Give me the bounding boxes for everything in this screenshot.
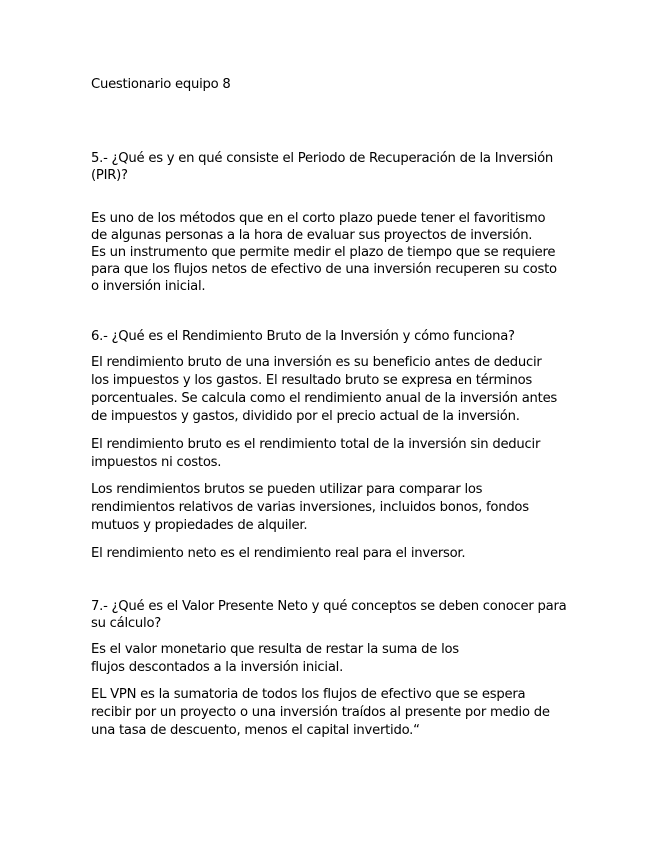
q6-p3-line-3: mutuos y propiedades de alquiler. xyxy=(91,518,308,533)
q7-question-line-2: su cálculo? xyxy=(91,616,162,631)
q7-p1-line-2: flujos descontados a la inversión inicial. xyxy=(91,660,344,675)
q5-answer-line-2: de algunas personas a la hora de evaluar sus proyectos de inversión. xyxy=(91,228,533,243)
q5-answer-line-4: para que los flujos netos de efectivo de una inversión recuperen su costo xyxy=(91,262,557,277)
q6-p2-line-1: El rendimiento bruto es el rendimiento total de la inversión sin deducir xyxy=(91,437,541,452)
q7-p2-line-1: EL VPN es la sumatoria de todos los flujos de efectivo que se espera xyxy=(91,687,526,702)
q6-question-line-1: 6.- ¿Qué es el Rendimiento Bruto de la Inversión y cómo funciona? xyxy=(91,329,515,344)
q5-answer-line-3: Es un instrumento que permite medir el plazo de tiempo que se requiere xyxy=(91,245,556,260)
q5-question-line-1: 5.- ¿Qué es y en qué consiste el Periodo de Recuperación de la Inversión xyxy=(91,151,554,166)
q7-p2-line-2: recibir por un proyecto o una inversión traídos al presente por medio de xyxy=(91,705,550,720)
document-title: Cuestionario equipo 8 xyxy=(91,77,231,92)
q6-p1-line-4: de impuestos y gastos, dividido por el precio actual de la inversión. xyxy=(91,409,520,424)
q7-p1-line-1: Es el valor monetario que resulta de restar la suma de los xyxy=(91,642,459,657)
q5-answer-line-1: Es uno de los métodos que en el corto plazo puede tener el favoritismo xyxy=(91,211,546,226)
q6-p1-line-3: porcentuales. Se calcula como el rendimiento anual de la inversión antes xyxy=(91,391,558,406)
q6-p2-line-2: impuestos ni costos. xyxy=(91,455,222,470)
q7-question-line-1: 7.- ¿Qué es el Valor Presente Neto y qué conceptos se deben conocer para xyxy=(91,599,567,614)
q6-p1-line-1: El rendimiento bruto de una inversión es su beneficio antes de deducir xyxy=(91,355,542,370)
q6-p1-line-2: los impuestos y los gastos. El resultado bruto se expresa en términos xyxy=(91,373,533,388)
q5-answer-line-5: o inversión inicial. xyxy=(91,279,206,294)
q7-p2-line-3: una tasa de descuento, menos el capital invertido.“ xyxy=(91,723,420,738)
q6-p3-line-2: rendimientos relativos de varias inversiones, incluidos bonos, fondos xyxy=(91,500,529,515)
q6-p3-line-1: Los rendimientos brutos se pueden utilizar para comparar los xyxy=(91,482,483,497)
q6-p4-line-1: El rendimiento neto es el rendimiento real para el inversor. xyxy=(91,546,466,561)
q5-question-line-2: (PIR)? xyxy=(91,168,128,183)
